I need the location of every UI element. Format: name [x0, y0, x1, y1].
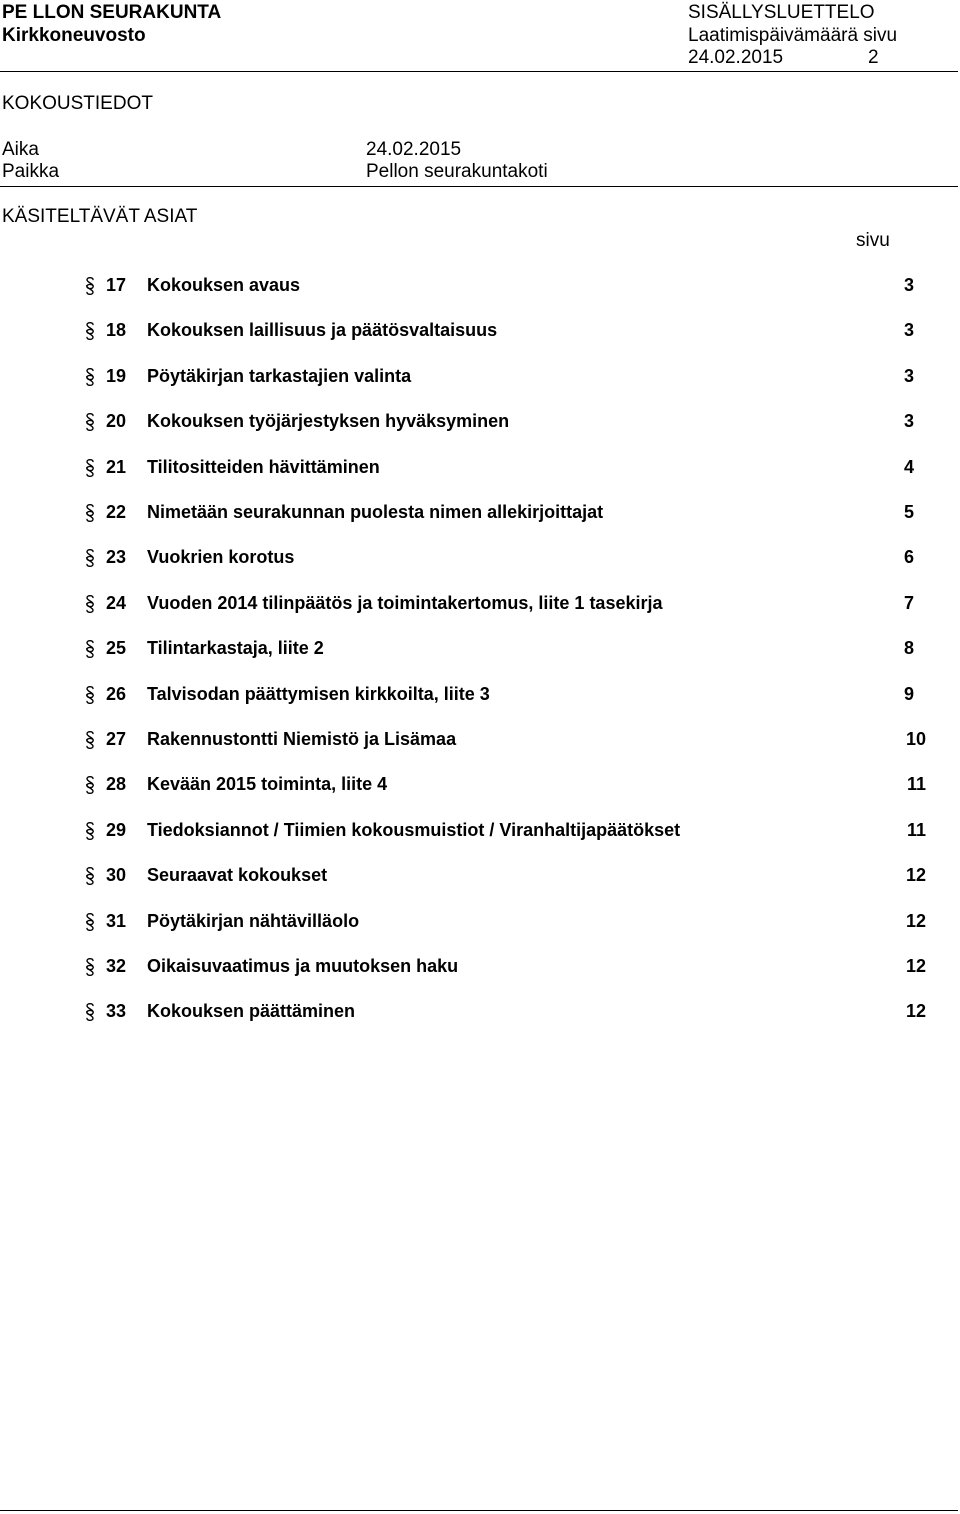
toc-item-page: 4 [903, 456, 914, 477]
toc-item-title: Vuoden 2014 tilinpäätös ja toimintakertomus, liite 1 tasekirja [147, 592, 663, 613]
toc-item [0, 455, 960, 479]
toc-item-number: 26 [105, 683, 126, 704]
toc-item-page: 3 [903, 320, 914, 341]
section-sign-icon [84, 820, 96, 842]
toc-item-number: 30 [105, 865, 126, 886]
toc-item-page: 11 [906, 774, 926, 795]
section-sign-icon [84, 774, 96, 796]
place-label: Paikka [2, 161, 60, 182]
toc-item [0, 999, 960, 1023]
toc-item-number: 28 [105, 774, 126, 795]
toc-item [0, 682, 960, 706]
toc-heading: KÄSITELTÄVÄT ASIAT [2, 206, 198, 227]
toc-item-page: 10 [905, 729, 926, 749]
organization-name: PE LLON SEURAKUNTA [2, 2, 222, 23]
toc-item-page: 12 [905, 956, 926, 976]
toc-item-page: 3 [903, 275, 914, 295]
toc-item-page: 5 [903, 502, 914, 522]
toc-item-number: 23 [105, 547, 126, 568]
toc-item [0, 545, 960, 569]
toc-item [0, 636, 960, 660]
toc-item-page: 3 [903, 411, 914, 432]
toc-item-title: Pöytäkirjan nähtävilläolo [147, 910, 360, 931]
page-column-label: sivu [856, 230, 890, 251]
section-sign-icon [84, 411, 96, 433]
toc-item-page: 7 [903, 592, 914, 613]
toc-item [0, 909, 960, 933]
toc-item-number: 24 [105, 592, 126, 613]
section-sign-icon [84, 729, 96, 751]
section-sign-icon [84, 956, 96, 978]
toc-item-page: 6 [903, 547, 914, 568]
meeting-heading: KOKOUSTIEDOT [2, 93, 153, 114]
toc-item-number: 22 [105, 502, 126, 522]
toc-item [0, 364, 960, 388]
toc-item [0, 954, 960, 978]
toc-item-number: 31 [105, 910, 126, 931]
section-sign-icon [84, 547, 96, 569]
toc-item-number: 17 [105, 275, 126, 295]
governing-body: Kirkkoneuvosto [2, 25, 146, 46]
toc-item-number: 20 [105, 411, 126, 432]
toc-item [0, 500, 960, 524]
section-sign-icon [84, 275, 96, 297]
section-sign-icon [84, 320, 96, 342]
toc-item-number: 27 [105, 729, 126, 749]
header-rule [0, 71, 958, 72]
toc-item-number: 33 [105, 1001, 126, 1022]
section-sign-icon [84, 638, 96, 660]
document-date: 24.02.2015 [688, 47, 784, 68]
toc-item-number: 32 [105, 956, 126, 976]
section-sign-icon [84, 502, 96, 524]
toc-item-page: 9 [903, 683, 914, 704]
section-sign-icon [84, 684, 96, 706]
toc-item-title: Tilitositteiden hävittäminen [147, 456, 380, 477]
toc-item [0, 591, 960, 615]
toc-item-title: Nimetään seurakunnan puolesta nimen allekirjoittajat [147, 502, 604, 522]
page-number: 2 [868, 47, 879, 68]
toc-item-title: Kokouksen työjärjestyksen hyväksyminen [147, 411, 510, 432]
section-sign-icon [84, 457, 96, 479]
toc-item-title: Seuraavat kokoukset [147, 865, 328, 886]
toc-item [0, 409, 960, 433]
toc-item [0, 318, 960, 342]
toc-item-page: 11 [906, 819, 926, 840]
toc-item-title: Pöytäkirjan tarkastajien valinta [147, 365, 412, 386]
place-value: Pellon seurakuntakoti [366, 161, 548, 182]
toc-item-number: 25 [105, 638, 126, 659]
toc-item-title: Talvisodan päättymisen kirkkoilta, liite 3 [147, 683, 490, 704]
footer-rule [0, 1510, 958, 1511]
toc-item-title: Vuokrien korotus [147, 547, 295, 568]
toc-item-title: Kevään 2015 toiminta, liite 4 [147, 774, 388, 795]
toc-item-number: 19 [105, 365, 126, 386]
toc-item-title: Kokouksen laillisuus ja päätösvaltaisuus [147, 320, 498, 341]
toc-item-title: Tiedoksiannot / Tiimien kokousmuistiot / Viranhaltijapäätökset [147, 819, 681, 840]
toc-item-page: 12 [905, 865, 926, 886]
date-page-label: Laatimispäivämäärä sivu [688, 25, 898, 46]
toc-item [0, 818, 960, 842]
time-value: 24.02.2015 [366, 139, 462, 160]
section-sign-icon [84, 865, 96, 887]
toc-item-title: Kokouksen avaus [147, 275, 301, 295]
toc-item-title: Oikaisuvaatimus ja muutoksen haku [147, 956, 459, 976]
toc-item [0, 273, 960, 297]
toc-item-page: 12 [905, 1001, 926, 1022]
section-sign-icon [84, 911, 96, 933]
section-sign-icon [84, 366, 96, 388]
section-sign-icon [84, 593, 96, 615]
meeting-rule [0, 186, 958, 187]
toc-item-number: 29 [105, 819, 126, 840]
document-type: SISÄLLYSLUETTELO [688, 2, 875, 23]
toc-item-number: 18 [105, 320, 126, 341]
section-sign-icon [84, 1001, 96, 1023]
toc-item-title: Tilintarkastaja, liite 2 [147, 638, 324, 659]
toc-item-title: Kokouksen päättäminen [147, 1001, 356, 1022]
toc-item-number: 21 [105, 456, 126, 477]
toc-item [0, 727, 960, 751]
time-label: Aika [2, 139, 39, 160]
toc-item-page: 3 [903, 365, 914, 386]
toc-item-page: 8 [903, 638, 914, 659]
toc-item-title: Rakennustontti Niemistö ja Lisämaa [147, 729, 457, 749]
toc-item [0, 772, 960, 796]
toc-item [0, 863, 960, 887]
toc-item-page: 12 [905, 910, 926, 931]
